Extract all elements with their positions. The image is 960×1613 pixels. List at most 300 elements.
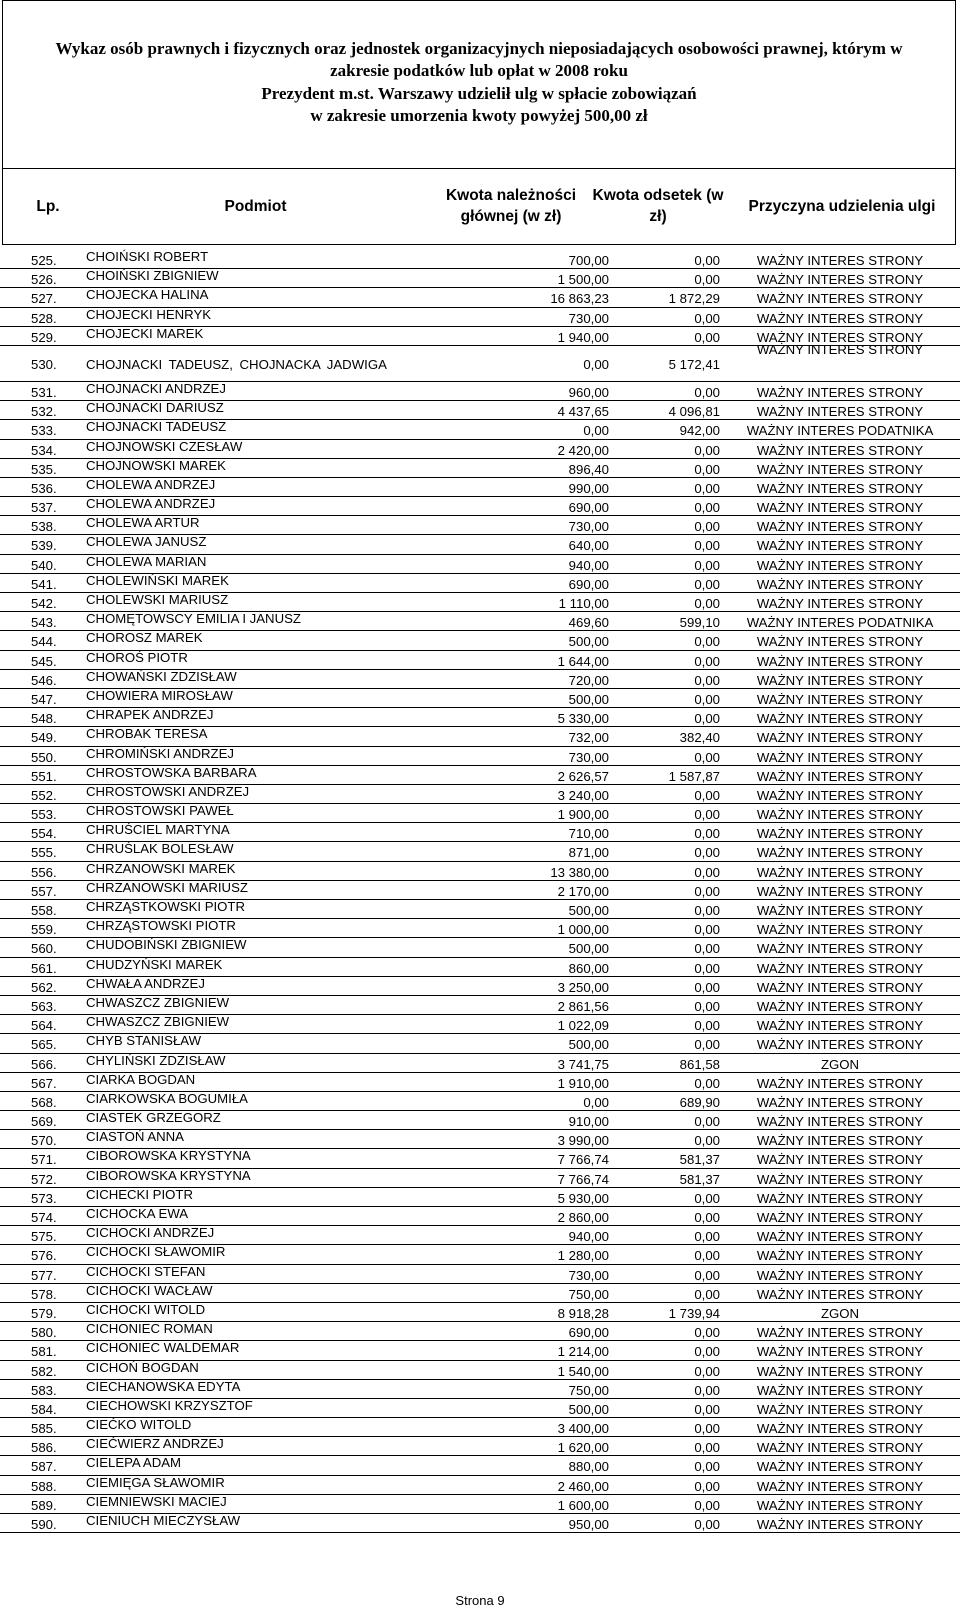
row-interest-amount: 0,00 xyxy=(694,1478,720,1494)
row-number: 557. xyxy=(31,883,57,899)
row-reason: WAŻNY INTERES STRONY xyxy=(756,538,924,554)
row-interest-amount: 0,00 xyxy=(694,634,720,650)
row-number: 562. xyxy=(31,979,57,995)
row-reason: WAŻNY INTERES STRONY xyxy=(756,576,924,592)
row-reason: WAŻNY INTERES STRONY xyxy=(756,941,924,957)
row-number: 578. xyxy=(31,1286,57,1302)
row-number: 569. xyxy=(31,1114,57,1130)
table-row xyxy=(0,708,960,727)
row-number: 540. xyxy=(31,557,57,573)
row-main-amount: 690,00 xyxy=(568,576,609,592)
row-main-amount: 3 741,75 xyxy=(557,1056,609,1072)
row-main-amount: 2 861,56 xyxy=(557,998,609,1014)
row-reason: WAŻNY INTERES STRONY xyxy=(756,461,924,477)
row-name: CHOJECKA HALINA xyxy=(86,287,209,303)
table-row xyxy=(0,535,960,554)
row-interest-amount: 0,00 xyxy=(694,538,720,554)
row-main-amount: 690,00 xyxy=(568,500,609,516)
table-row xyxy=(0,288,960,307)
row-reason: WAŻNY INTERES STRONY xyxy=(756,634,924,650)
row-main-amount: 940,00 xyxy=(568,1229,609,1245)
row-name: CHRUŚLAK BOLESŁAW xyxy=(86,841,234,857)
row-name: CHRZĄSTOWSKI PIOTR xyxy=(86,918,236,934)
row-number: 572. xyxy=(31,1171,57,1187)
row-main-amount: 700,00 xyxy=(568,253,609,268)
row-main-amount: 1 940,00 xyxy=(557,329,609,345)
column-header-kwota-glowna: Kwota należności głównej (w zł) xyxy=(445,187,577,225)
row-main-amount: 871,00 xyxy=(568,845,609,861)
row-name: CHROSTOWSKA BARBARA xyxy=(86,764,257,780)
row-name: CICHOCKI WACŁAW xyxy=(86,1282,213,1298)
row-interest-amount: 0,00 xyxy=(694,1401,720,1417)
row-name: CIELEPA ADAM xyxy=(86,1455,182,1471)
row-name: CHOWAŃSKI ZDZISŁAW xyxy=(86,668,237,684)
row-name: CHYB STANISŁAW xyxy=(86,1033,202,1049)
row-interest-amount: 0,00 xyxy=(694,329,720,345)
table-row xyxy=(0,651,960,670)
row-reason: WAŻNY INTERES STRONY xyxy=(756,653,924,669)
row-name: CIECHOWSKI KRZYSZTOF xyxy=(86,1397,253,1413)
row-reason: WAŻNY INTERES PODATNIKA xyxy=(746,423,934,439)
row-main-amount: 3 400,00 xyxy=(557,1421,609,1437)
row-number: 529. xyxy=(31,329,57,345)
row-name: CICHOŃ BOGDAN xyxy=(86,1359,199,1375)
row-main-amount: 500,00 xyxy=(568,903,609,918)
row-reason: WAŻNY INTERES STRONY xyxy=(756,1344,924,1360)
row-reason: WAŻNY INTERES STRONY xyxy=(756,768,924,784)
row-main-amount: 2 460,00 xyxy=(557,1478,609,1494)
row-number: 555. xyxy=(31,845,57,861)
row-name: CHOLEWA ANDRZEJ xyxy=(86,496,216,512)
column-header-podmiot: Podmiot xyxy=(224,197,287,215)
row-number: 531. xyxy=(31,384,57,400)
row-main-amount: 1 214,00 xyxy=(557,1344,609,1360)
title-line-2: zakresie podatków lub opłat w 2008 roku xyxy=(330,61,628,81)
row-interest-amount: 0,00 xyxy=(694,998,720,1014)
row-interest-amount: 0,00 xyxy=(694,691,720,707)
table-row xyxy=(0,341,960,382)
row-main-amount: 1 910,00 xyxy=(557,1075,609,1091)
row-number: 574. xyxy=(31,1210,57,1225)
table-row xyxy=(0,250,960,269)
row-interest-amount: 382,40 xyxy=(679,730,720,746)
title-line-3: Prezydent m.st. Warszawy udzielił ulg w spłacie zobowiązań xyxy=(261,83,697,103)
row-main-amount: 16 863,23 xyxy=(550,291,609,307)
row-main-amount: 469,60 xyxy=(568,615,609,631)
row-main-amount: 4 437,65 xyxy=(557,404,609,420)
row-main-amount: 7 766,74 xyxy=(557,1152,609,1168)
row-name: CHOJECKI HENRYK xyxy=(86,306,212,322)
row-main-amount: 960,00 xyxy=(568,384,609,400)
row-number: 575. xyxy=(31,1229,57,1245)
row-reason: WAŻNY INTERES STRONY xyxy=(756,384,924,400)
row-reason: WAŻNY INTERES STRONY xyxy=(756,749,924,765)
table-row xyxy=(0,1341,960,1360)
row-main-amount: 640,00 xyxy=(568,538,609,554)
row-number: 544. xyxy=(31,634,57,650)
row-number: 586. xyxy=(31,1440,57,1456)
row-reason: ZGON xyxy=(820,1056,860,1072)
row-interest-amount: 0,00 xyxy=(694,1267,720,1283)
row-interest-amount: 1 587,87 xyxy=(668,768,720,784)
row-main-amount: 860,00 xyxy=(568,960,609,976)
table-row xyxy=(0,382,960,401)
row-name: CIENIUCH MIECZYSŁAW xyxy=(86,1513,241,1528)
table-row xyxy=(0,593,960,612)
table-row xyxy=(0,1456,960,1475)
table-row xyxy=(0,842,960,861)
row-interest-amount: 0,00 xyxy=(694,1210,720,1225)
row-number: 541. xyxy=(31,576,57,592)
table-row xyxy=(0,612,960,631)
row-reason: WAŻNY INTERES STRONY xyxy=(756,711,924,727)
table-row xyxy=(0,1111,960,1130)
row-number: 528. xyxy=(31,310,57,326)
row-name: CHWAŁA ANDRZEJ xyxy=(86,975,205,991)
row-interest-amount: 861,58 xyxy=(679,1056,720,1072)
row-interest-amount: 0,00 xyxy=(694,461,720,477)
row-name: CHOIŃSKI ROBERT xyxy=(86,249,209,264)
row-interest-amount: 0,00 xyxy=(694,826,720,842)
row-reason: WAŻNY INTERES STRONY xyxy=(756,519,924,535)
row-main-amount: 500,00 xyxy=(568,941,609,957)
row-reason: WAŻNY INTERES STRONY xyxy=(756,864,924,880)
row-interest-amount: 0,00 xyxy=(694,1440,720,1456)
table-row xyxy=(0,1092,960,1111)
row-number: 567. xyxy=(31,1075,57,1091)
row-number: 534. xyxy=(31,442,57,458)
row-name: CIEMNIEWSKI MACIEJ xyxy=(86,1493,227,1509)
row-reason: WAŻNY INTERES STRONY xyxy=(756,310,924,326)
row-reason: WAŻNY INTERES STRONY xyxy=(756,480,924,496)
row-main-amount: 500,00 xyxy=(568,691,609,707)
row-reason: WAŻNY INTERES STRONY xyxy=(756,1152,924,1168)
row-name: CHOIŃSKI ZBIGNIEW xyxy=(86,268,219,284)
row-main-amount: 2 170,00 xyxy=(557,883,609,899)
table-row xyxy=(0,1054,960,1073)
table-row xyxy=(0,823,960,842)
row-number: 568. xyxy=(31,1094,57,1110)
row-main-amount: 1 500,00 xyxy=(557,272,609,288)
table-row xyxy=(0,1015,960,1034)
row-interest-amount: 0,00 xyxy=(694,576,720,592)
table-row xyxy=(0,478,960,497)
row-number: 542. xyxy=(31,596,57,611)
table-row xyxy=(0,516,960,535)
row-interest-amount: 0,00 xyxy=(694,1382,720,1398)
row-reason: WAŻNY INTERES STRONY xyxy=(756,979,924,995)
row-interest-amount: 0,00 xyxy=(694,903,720,918)
row-name: CHROSTOWSKI ANDRZEJ xyxy=(86,783,250,799)
row-name: CHOJNACKI ANDRZEJ xyxy=(86,380,226,396)
row-main-amount: 5 330,00 xyxy=(557,711,609,727)
table-row xyxy=(0,996,960,1015)
table-row xyxy=(0,440,960,459)
row-interest-amount: 0,00 xyxy=(694,845,720,861)
row-interest-amount: 0,00 xyxy=(694,272,720,288)
table-row xyxy=(0,1130,960,1149)
row-name: CHROSTOWSKI PAWEŁ xyxy=(86,803,234,819)
row-name: CHOMĘTOWSCY EMILIA I JANUSZ xyxy=(86,611,301,627)
row-number: 576. xyxy=(31,1248,57,1264)
row-main-amount: 720,00 xyxy=(568,672,609,688)
row-reason: WAŻNY INTERES STRONY xyxy=(756,998,924,1014)
row-interest-amount: 942,00 xyxy=(679,423,720,439)
table-row xyxy=(0,497,960,516)
row-reason: WAŻNY INTERES STRONY xyxy=(756,960,924,976)
row-interest-amount: 0,00 xyxy=(694,807,720,823)
row-reason: WAŻNY INTERES STRONY xyxy=(756,1497,924,1513)
row-main-amount: 1 000,00 xyxy=(557,922,609,938)
table-row xyxy=(0,747,960,766)
table-row xyxy=(0,1361,960,1380)
row-reason: WAŻNY INTERES STRONY xyxy=(756,922,924,938)
row-name: CHOLEWIŃSKI MAREK xyxy=(86,572,229,588)
row-interest-amount: 0,00 xyxy=(694,500,720,516)
row-number: 564. xyxy=(31,1018,57,1034)
row-number: 580. xyxy=(31,1325,57,1341)
row-number: 571. xyxy=(31,1152,57,1168)
row-name: CHYLIŃSKI ZDZISŁAW xyxy=(86,1052,226,1068)
row-number: 532. xyxy=(31,404,57,420)
row-name: CHRZANOWSKI MARIUSZ xyxy=(86,879,248,895)
table-row xyxy=(0,459,960,478)
row-number: 548. xyxy=(31,711,57,727)
page-number: Strona 9 xyxy=(455,1593,505,1608)
title-line-4: w zakresie umorzenia kwoty powyżej 500,00 zł xyxy=(310,105,648,125)
table-row xyxy=(0,1188,960,1207)
row-number: 556. xyxy=(31,864,57,880)
row-name: CHWASZCZ ZBIGNIEW xyxy=(86,994,230,1010)
row-interest-amount: 0,00 xyxy=(694,1517,720,1532)
row-main-amount: 500,00 xyxy=(568,1401,609,1417)
row-main-amount: 1 600,00 xyxy=(557,1497,609,1513)
row-name: CIASTOŃ ANNA xyxy=(86,1129,184,1145)
row-number: 587. xyxy=(31,1459,57,1475)
row-main-amount: 8 918,28 xyxy=(557,1305,609,1321)
table-row xyxy=(0,1149,960,1168)
row-number: 561. xyxy=(31,960,57,976)
table-row xyxy=(0,1226,960,1245)
table-row xyxy=(0,804,960,823)
row-main-amount: 950,00 xyxy=(568,1517,609,1532)
row-number: 560. xyxy=(31,941,57,957)
row-name: CHOLEWA MARIAN xyxy=(86,553,207,569)
row-number: 549. xyxy=(31,730,57,746)
row-main-amount: 13 380,00 xyxy=(550,864,609,880)
row-number: 577. xyxy=(31,1267,57,1283)
row-number: 559. xyxy=(31,922,57,938)
row-interest-amount: 0,00 xyxy=(694,1229,720,1245)
row-reason: WAŻNY INTERES STRONY xyxy=(756,1075,924,1091)
row-reason: WAŻNY INTERES STRONY xyxy=(756,1171,924,1187)
table-row xyxy=(0,1380,960,1399)
row-interest-amount: 0,00 xyxy=(694,711,720,727)
row-reason: WAŻNY INTERES STRONY xyxy=(756,1248,924,1264)
row-interest-amount: 0,00 xyxy=(694,596,720,611)
row-main-amount: 730,00 xyxy=(568,1267,609,1283)
row-interest-amount: 0,00 xyxy=(694,960,720,976)
column-header-przyczyna: Przyczyna udzielenia ulgi xyxy=(748,197,936,215)
row-reason: WAŻNY INTERES STRONY xyxy=(756,1190,924,1206)
row-reason: WAŻNY INTERES STRONY xyxy=(756,1382,924,1398)
row-reason: WAŻNY INTERES STRONY xyxy=(756,1094,924,1110)
row-interest-amount: 0,00 xyxy=(694,787,720,803)
row-reason: WAŻNY INTERES STRONY xyxy=(756,1114,924,1130)
row-name: CICHOCKI SŁAWOMIR xyxy=(86,1244,226,1260)
row-name: CHOROŚ PIOTR xyxy=(86,649,188,665)
row-number: 552. xyxy=(31,787,57,803)
row-main-amount: 910,00 xyxy=(568,1114,609,1130)
row-name: CHRAPEK ANDRZEJ xyxy=(86,707,214,723)
row-main-amount: 750,00 xyxy=(568,1382,609,1398)
row-number: 565. xyxy=(31,1037,57,1053)
row-number: 581. xyxy=(31,1344,57,1360)
row-name: CHOJECKI MAREK xyxy=(86,325,204,341)
row-interest-amount: 0,00 xyxy=(694,557,720,573)
row-number: 579. xyxy=(31,1305,57,1321)
row-number: 539. xyxy=(31,538,57,554)
row-number: 585. xyxy=(31,1421,57,1437)
table-row xyxy=(0,269,960,288)
table-row xyxy=(0,420,960,439)
row-name: CIEMIĘGA SŁAWOMIR xyxy=(86,1474,225,1490)
row-interest-amount: 581,37 xyxy=(679,1152,720,1168)
row-number: 536. xyxy=(31,480,57,496)
row-reason: WAŻNY INTERES STRONY xyxy=(756,903,924,918)
row-name: CIASTEK GRZEGORZ xyxy=(86,1110,221,1126)
table-row xyxy=(0,631,960,650)
row-name: CHOLEWA ARTUR xyxy=(86,515,200,531)
table-row xyxy=(0,1034,960,1053)
row-name: CIARKA BOGDAN xyxy=(86,1071,196,1087)
row-number: 570. xyxy=(31,1133,57,1149)
row-number: 582. xyxy=(31,1363,57,1379)
row-main-amount: 500,00 xyxy=(568,1037,609,1053)
row-reason: WAŻNY INTERES STRONY xyxy=(756,1440,924,1456)
table-row xyxy=(0,1169,960,1188)
row-reason: WAŻNY INTERES STRONY xyxy=(756,691,924,707)
row-number: 547. xyxy=(31,691,57,707)
row-reason: WAŻNY INTERES STRONY xyxy=(756,826,924,842)
row-main-amount: 730,00 xyxy=(568,519,609,535)
row-number: 553. xyxy=(31,807,57,823)
row-reason: WAŻNY INTERES STRONY xyxy=(756,1229,924,1245)
row-number: 554. xyxy=(31,826,57,842)
row-reason: WAŻNY INTERES STRONY xyxy=(756,1325,924,1341)
table-row xyxy=(0,1265,960,1284)
table-row xyxy=(0,1207,960,1226)
row-name: CHUDZYŃSKI MAREK xyxy=(86,956,223,972)
row-name: CIARKOWSKA BOGUMIŁA xyxy=(86,1090,248,1106)
row-interest-amount: 0,00 xyxy=(694,1421,720,1437)
row-name: CHOWIERA MIROSŁAW xyxy=(86,687,233,703)
row-reason: WAŻNY INTERES STRONY xyxy=(756,329,924,345)
table-row xyxy=(0,958,960,977)
row-name: CHOJNACKI TADEUSZ, CHOJNACKA JADWIGA xyxy=(86,356,387,372)
row-main-amount: 710,00 xyxy=(568,826,609,842)
table-row xyxy=(0,1495,960,1514)
row-name: CHOJNOWSKI MAREK xyxy=(86,457,226,473)
row-number: 527. xyxy=(31,291,57,307)
row-name: CHUDOBIŃSKI ZBIGNIEW xyxy=(86,937,247,953)
row-name: CHRZĄSTKOWSKI PIOTR xyxy=(86,899,245,914)
row-number: 563. xyxy=(31,998,57,1014)
row-main-amount: 990,00 xyxy=(568,480,609,496)
row-number: 573. xyxy=(31,1190,57,1206)
row-interest-amount: 689,90 xyxy=(679,1094,720,1110)
row-interest-amount: 0,00 xyxy=(694,864,720,880)
row-interest-amount: 0,00 xyxy=(694,941,720,957)
row-main-amount: 1 900,00 xyxy=(557,807,609,823)
row-name: CIECHANOWSKA EDYTA xyxy=(86,1378,241,1394)
row-interest-amount: 0,00 xyxy=(694,1190,720,1206)
row-reason: WAŻNY INTERES STRONY xyxy=(756,1421,924,1437)
row-main-amount: 1 022,09 xyxy=(557,1018,609,1034)
row-reason: WAŻNY INTERES STRONY xyxy=(756,807,924,823)
table-row xyxy=(0,401,960,420)
table-row xyxy=(0,308,960,327)
row-reason: WAŻNY INTERES STRONY xyxy=(756,272,924,288)
row-interest-amount: 0,00 xyxy=(694,1325,720,1341)
row-main-amount: 1 644,00 xyxy=(557,653,609,669)
table-row xyxy=(0,919,960,938)
row-reason: WAŻNY INTERES STRONY xyxy=(756,596,924,611)
row-reason: WAŻNY INTERES STRONY xyxy=(756,1018,924,1034)
row-name: CICHONIEC WALDEMAR xyxy=(86,1340,240,1356)
row-main-amount: 500,00 xyxy=(568,634,609,650)
row-interest-amount: 0,00 xyxy=(694,1114,720,1130)
row-number: 545. xyxy=(31,653,57,669)
row-main-amount: 0,00 xyxy=(583,356,609,372)
row-interest-amount: 0,00 xyxy=(694,1075,720,1091)
row-interest-amount: 0,00 xyxy=(694,883,720,899)
row-reason: WAŻNY INTERES STRONY xyxy=(756,1459,924,1475)
table-header xyxy=(2,0,956,245)
table-row xyxy=(0,1073,960,1092)
row-number: 525. xyxy=(31,253,57,268)
row-reason: WAŻNY INTERES STRONY xyxy=(756,787,924,803)
row-main-amount: 7 766,74 xyxy=(557,1171,609,1187)
row-interest-amount: 0,00 xyxy=(694,1286,720,1302)
row-reason: WAŻNY INTERES STRONY xyxy=(756,1133,924,1149)
row-reason: WAŻNY INTERES STRONY xyxy=(756,1037,924,1053)
row-interest-amount: 0,00 xyxy=(694,1497,720,1513)
row-name: CICHOCKI STEFAN xyxy=(86,1263,206,1279)
table-row xyxy=(0,977,960,996)
row-name: CICHONIEC ROMAN xyxy=(86,1321,213,1337)
row-reason: ZGON xyxy=(820,1305,860,1321)
row-number: 535. xyxy=(31,461,57,477)
table-row xyxy=(0,881,960,900)
row-interest-amount: 0,00 xyxy=(694,672,720,688)
row-interest-amount: 0,00 xyxy=(694,519,720,535)
row-interest-amount: 581,37 xyxy=(679,1171,720,1187)
row-name: CHOLEWA ANDRZEJ xyxy=(86,476,216,492)
row-main-amount: 3 240,00 xyxy=(557,787,609,803)
row-interest-amount: 0,00 xyxy=(694,1018,720,1034)
row-main-amount: 2 860,00 xyxy=(557,1210,609,1225)
row-number: 526. xyxy=(31,272,57,288)
row-name: CICHECKI PIOTR xyxy=(86,1186,193,1202)
row-interest-amount: 1 872,29 xyxy=(668,291,720,307)
row-name: CHOJNACKI TADEUSZ xyxy=(86,419,227,435)
row-name: CHOROSZ MAREK xyxy=(86,630,203,646)
row-reason: WAŻNY INTERES STRONY xyxy=(756,883,924,899)
row-name: CHOJNACKI DARIUSZ xyxy=(86,400,224,416)
column-header-lp: Lp. xyxy=(36,197,60,215)
row-reason: WAŻNY INTERES STRONY xyxy=(756,1517,924,1532)
